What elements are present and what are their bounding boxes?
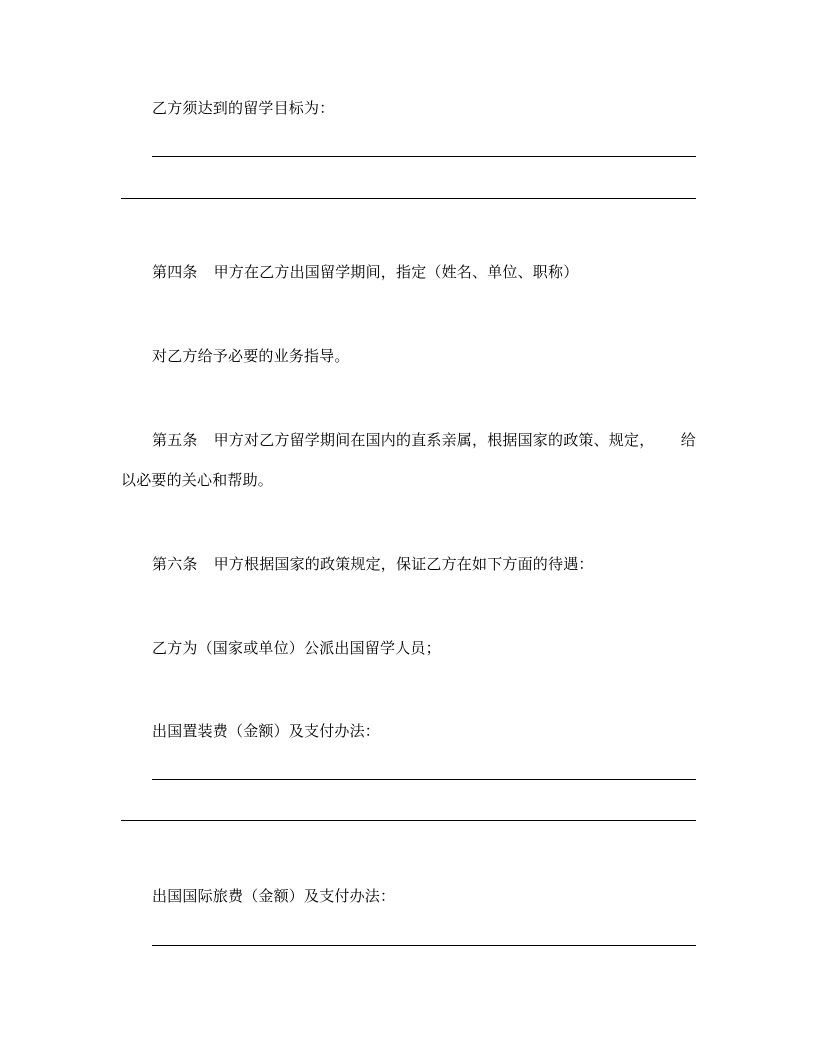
article-text: 甲方对乙方留学期间在国内的直系亲属，根据国家的政策、规定， (213, 431, 655, 449)
article-text-end: 给 (680, 431, 696, 449)
article-text: 甲方在乙方出国留学期间，指定（姓名、单位、职称） (213, 263, 579, 281)
study-goal-label: 乙方须达到的留学目标为： (152, 99, 335, 117)
article-5 (152, 430, 696, 450)
article-label: 第五条 (152, 431, 198, 449)
article-label: 第四条 (152, 263, 198, 281)
blank-line (152, 156, 696, 157)
status-item: 乙方为（国家或单位）公派出国留学人员； (152, 639, 441, 657)
travel-fee-label: 出国国际旅费（金额）及支付办法： (152, 887, 396, 905)
blank-line (121, 198, 696, 199)
article-4 (152, 262, 578, 282)
article-6 (152, 554, 594, 574)
blank-line (152, 945, 696, 946)
article-label: 第六条 (152, 555, 198, 573)
blank-line (121, 820, 696, 821)
article-4-continuation: 对乙方给予必要的业务指导。 (152, 347, 350, 365)
article-5-continuation: 以必要的关心和帮助。 (121, 471, 274, 489)
outfit-fee-label: 出国置装费（金额）及支付办法： (152, 722, 381, 740)
blank-line (152, 779, 696, 780)
article-text: 甲方根据国家的政策规定，保证乙方在如下方面的待遇： (213, 555, 594, 573)
